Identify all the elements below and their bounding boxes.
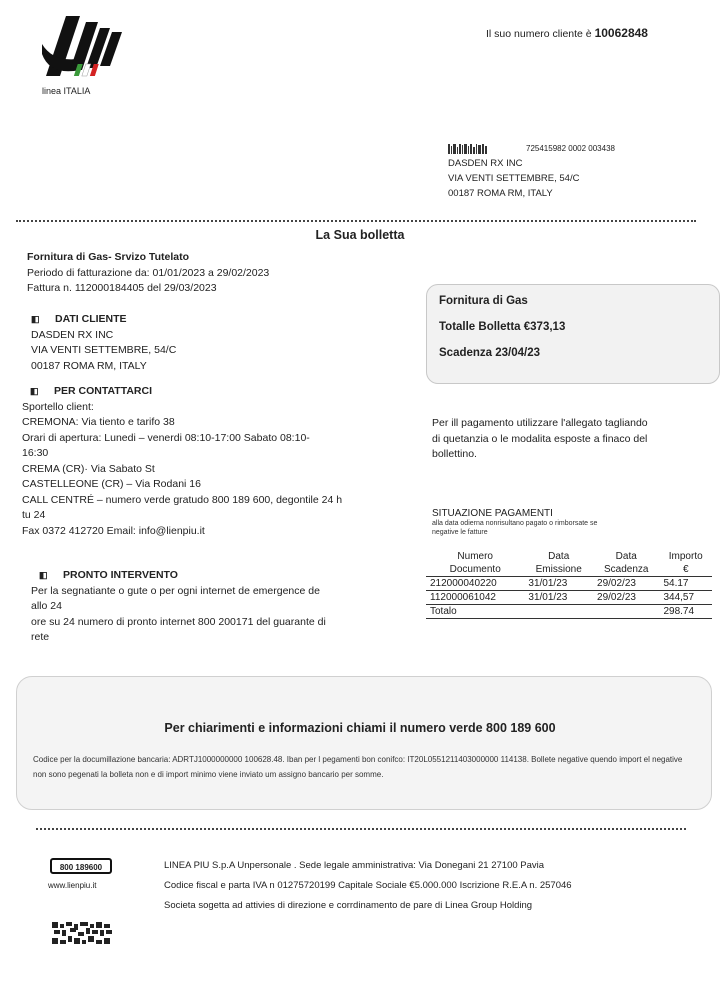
divider <box>16 220 696 222</box>
recipient-line: 00187 ROMA RM, ITALY <box>448 188 553 199</box>
supply-info <box>27 250 269 297</box>
emergency-line: rete <box>31 631 50 643</box>
contact-line: Orari di apertura: Lunedi – venerdi 08:10-17:00 Sabato 08:10- <box>22 431 310 444</box>
payment-note-line: Per ill pagamento utilizzare l'allegato tagliando <box>432 417 648 429</box>
recipient-line: VIA VENTI SETTEMBRE, 54/C <box>448 173 580 184</box>
column-header: Importo € <box>668 551 703 575</box>
payment-note <box>432 416 712 463</box>
total-label: Totalo <box>426 605 524 619</box>
contact-line: CREMONA: Via tiento e tarifo 38 <box>22 416 175 428</box>
payment-note-line: bollettino. <box>432 448 477 460</box>
recipient-line: DASDEN RX INC <box>448 158 523 169</box>
contact-section <box>22 384 402 539</box>
column-header: Data Scadenza <box>603 551 649 575</box>
client-data-line: DASDEN RX INC <box>31 328 114 341</box>
alert-icon: ◧ <box>39 570 48 580</box>
table-cell: 31/01/23 <box>524 577 593 591</box>
table-cell: 212000040220 <box>426 577 524 591</box>
postal-barcode-icon <box>448 144 488 154</box>
client-number: 10062848 <box>594 26 648 40</box>
emergency-line: allo 24 <box>31 600 62 612</box>
payments-subnote: negative le fatture <box>432 529 488 536</box>
client-data-line: 00187 ROMA RM, ITALY <box>31 359 147 372</box>
table-total-row <box>426 605 712 619</box>
toll-free-badge: 800 189600 <box>50 858 112 874</box>
legal-footer <box>164 856 572 916</box>
barcode-number: 725415982 0002 003438 <box>526 144 615 153</box>
recipient-address <box>448 141 615 201</box>
footer-line: LINEA PIU S.p.A Unpersonale . Sede legale amministrativa: Via Donegani 21 27100 Pavia <box>164 860 545 871</box>
contact-line: Sportello client: <box>22 400 94 413</box>
contact-line: CREMA (CR)· Via Sabato St <box>22 462 155 475</box>
client-data-heading: DATI CLIENTE <box>55 313 127 325</box>
table-row <box>426 577 712 591</box>
table-cell <box>524 605 593 619</box>
table-cell: 29/02/23 <box>593 591 659 605</box>
contact-line: Fax 0372 412720 Email: info@lienpiu.it <box>22 524 205 537</box>
footer-line: Codice fiscal e parta IVA n 01275720199 Capitale Sociale €5.000.000 Iscrizione R.E.A n. 257046 <box>164 880 572 891</box>
bill-title: La Sua bolletta <box>315 228 405 242</box>
supply-heading: Fornitura di Gas- Srvizo Tutelato <box>27 251 189 263</box>
divider <box>36 828 686 830</box>
emergency-line: Per la segnatiante o gute o per ogni internet de emergence de <box>31 584 320 597</box>
summary-total: Totalle Bolletta €373,13 <box>439 321 566 333</box>
logo-text: linea ITALIA <box>42 86 91 96</box>
website-link[interactable]: www.lienpiu.it <box>48 881 97 890</box>
client-data-line: VIA VENTI SETTEMBRE, 54/C <box>31 344 177 356</box>
table-cell: 344,57 <box>659 591 712 605</box>
emergency-heading: PRONTO INTERVENTO <box>63 569 178 581</box>
table-header-row <box>426 550 712 577</box>
contact-line: CASTELLEONE (CR) – Via Rodani 16 <box>22 478 201 490</box>
phone-icon: ◧ <box>30 386 39 396</box>
client-data-section <box>31 312 176 374</box>
company-logo <box>40 14 130 96</box>
qr-code-icon <box>52 922 114 948</box>
payment-note-line: di quetanzia o le modalita esposte a finaco del <box>432 432 648 445</box>
table-cell: 31/01/23 <box>524 591 593 605</box>
table-cell: 29/02/23 <box>593 577 659 591</box>
invoice-number: Fattura n. 112000184405 del 29/03/2023 <box>27 282 217 294</box>
emergency-line: ore su 24 numero di pronto internet 800 200171 del guarante di <box>31 615 326 628</box>
column-header: Data Emissione <box>535 551 582 575</box>
contact-line: CALL CENTRÉ – numero verde gratudo 800 189 600, degontile 24 h <box>22 493 343 506</box>
help-text: Codice per la documillazione bancaria: ADRTJ1000000000 100628.48. Iban per l pegamenti bon conifco: IT20L0551211403000000 114138. Bollete negative quendo import el negative non sono pegenati la bolleta non e di import minimo viene inviato um assigno bancario per somme. <box>33 755 683 779</box>
table-row <box>426 591 712 605</box>
help-box <box>16 676 712 810</box>
contact-line: 16:30 <box>22 447 49 459</box>
client-number-label: Il suo numero cliente è <box>486 28 592 40</box>
table-cell: 54.17 <box>659 577 712 591</box>
total-value: 298.74 <box>659 605 712 619</box>
payments-table <box>426 550 712 619</box>
client-number-line <box>486 26 648 40</box>
bill-summary-box <box>426 284 720 384</box>
billing-period: Periodo di fatturazione da: 01/01/2023 a 29/02/2023 <box>27 266 270 279</box>
column-header: Numero Documento <box>449 551 501 575</box>
contact-line: tu 24 <box>22 509 46 521</box>
payments-section <box>432 508 597 537</box>
table-cell <box>593 605 659 619</box>
help-title: Per chiarimenti e informazioni chiami il numero verde 800 189 600 <box>164 721 556 735</box>
contact-heading: PER CONTATTARCI <box>54 385 152 397</box>
table-cell: 112000061042 <box>426 591 524 605</box>
emergency-section <box>31 568 397 646</box>
footer-line: Societa sogetta ad attivies di direzione e corrdinamento de pare di Linea Group Holding <box>164 900 533 911</box>
document-icon: ◧ <box>31 314 40 324</box>
payments-heading: SITUAZIONE PAGAMENTI <box>432 508 553 519</box>
summary-due-date: Scadenza 23/04/23 <box>439 347 541 359</box>
payments-subnote: alla data odierna nonrisultano pagato o rimborsate se <box>432 520 598 527</box>
summary-supply: Fornitura di Gas <box>439 295 528 307</box>
